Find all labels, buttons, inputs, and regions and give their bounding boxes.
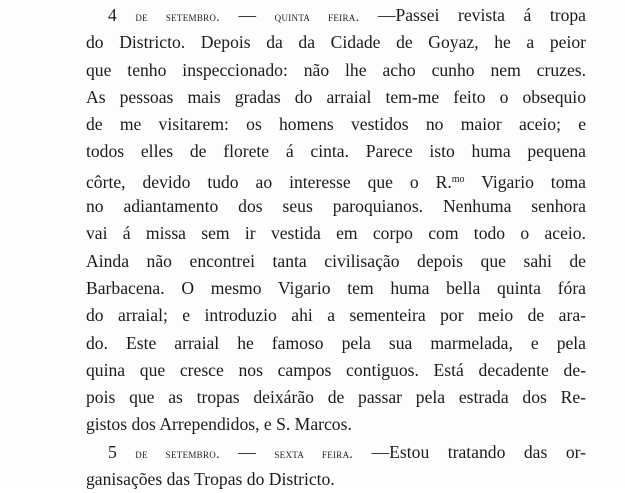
entry-2-last-line: ganisações das Tropas do Districto. — [86, 469, 335, 490]
text-line: Ainda não encontrei tanta civilisação depois que sahi de — [86, 250, 586, 271]
entry-1-heading-line — [86, 2, 586, 29]
entry-1-day: 4 — [108, 5, 117, 25]
text-line: Barbacena. O mesmo Vigario tem huma bella quinta fóra — [86, 277, 586, 298]
text-line-head: côrte, devido tudo ao interesse que o R. — [86, 171, 452, 192]
entry-1-first-line-text: Passei revista á tropa — [395, 5, 586, 25]
text-line: do. Este arraial he famoso pela sua marmelada, e pela — [86, 332, 586, 353]
text-line: vai á missa sem ir vestida em corpo com todo o aceio. — [86, 223, 586, 244]
text-line: que tenho inspeccionado: não lhe acho cunho nem cruzes. — [86, 59, 586, 80]
entry-2-day: 5 — [108, 441, 117, 462]
entry-1-weekday-label: quinta feira. — [274, 9, 360, 24]
text-line-last: gistos dos Arrependidos, e S. Marcos. — [86, 414, 352, 435]
text-line-with-superscript — [86, 166, 586, 193]
text-line: quina que cresce nos campos contiguos. Está decadente de- — [86, 359, 586, 380]
entry-1-date-label: de setembro. — [135, 9, 220, 24]
text-line: de me visitarem: os homens vestidos no maior aceio; e — [86, 114, 586, 135]
diary-text — [86, 2, 586, 493]
text-line: no adiantamento dos seus paroquianos. Nenhuma senhora — [86, 196, 586, 217]
text-line: do arraial; e introduzio ahi a sementeira por meio de ara- — [86, 305, 586, 326]
entry-2-heading-line — [86, 439, 586, 466]
entry-1-dash-2: — — [377, 5, 396, 25]
entry-2-dash-2: — — [371, 441, 390, 462]
entry-2-first-line-text: Estou tratando das or- — [389, 441, 586, 462]
entry-2-weekday-label: sexta feira. — [274, 445, 354, 461]
text-line: do Districto. Depois da da Cidade de Goyaz, he a peior — [86, 32, 586, 53]
entry-2-dash-1: — — [238, 441, 256, 462]
superscript: mo — [451, 173, 465, 185]
text-line: todos elles de florete á cinta. Parece isto huma pequena — [86, 141, 586, 162]
entry-1-dash-1: — — [238, 5, 257, 25]
text-line-tail: Vigario toma — [481, 171, 586, 192]
text-line: pois que as tropas deixárão de passar pela estrada dos Re- — [86, 387, 586, 408]
text-line: As pessoas mais gradas do arraial tem-me feito o obsequio — [86, 86, 586, 107]
entry-2-date-label: de setembro. — [135, 445, 220, 461]
